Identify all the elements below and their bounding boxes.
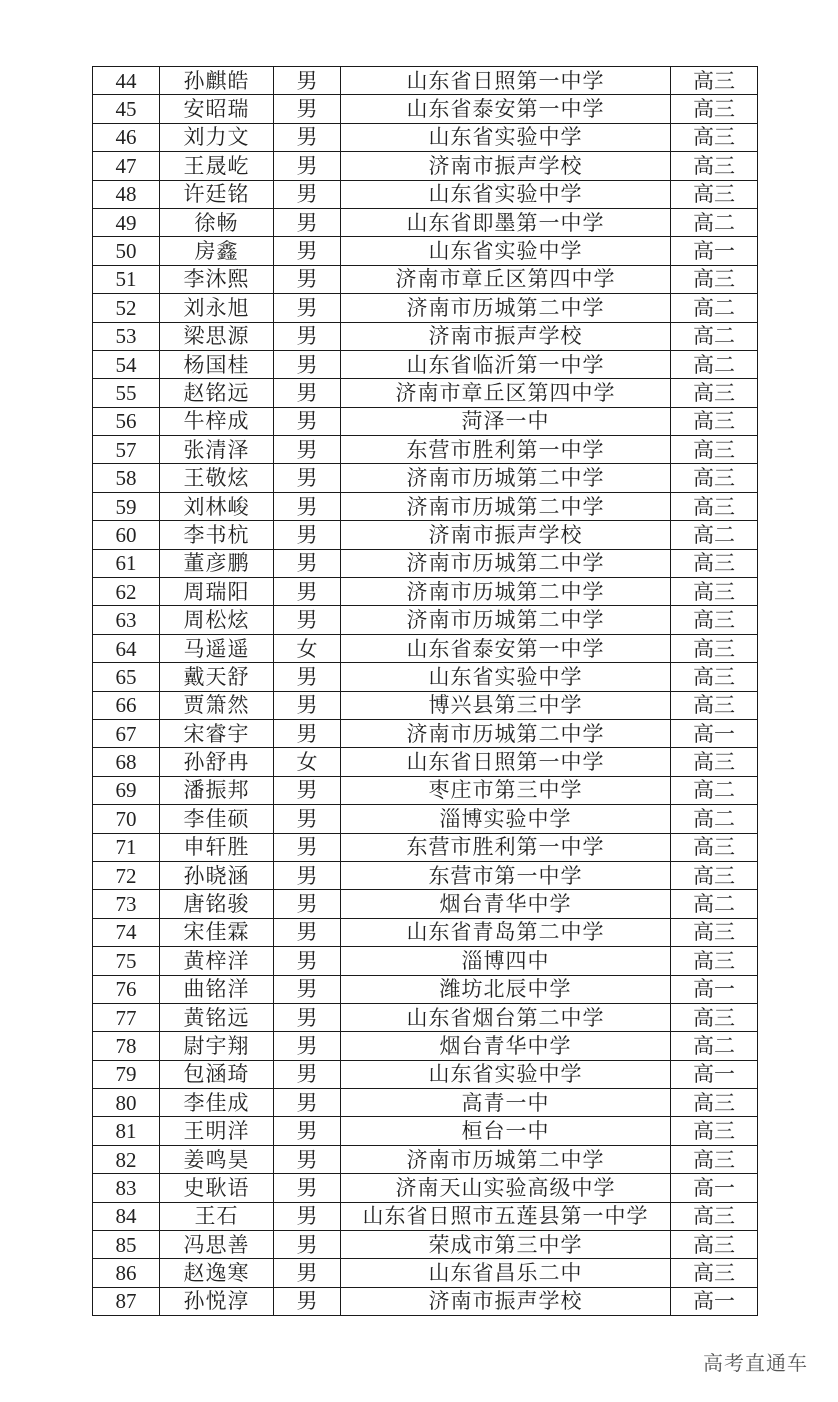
student-name: 曲铭洋 — [160, 975, 274, 1003]
table-row — [93, 1259, 758, 1287]
grade-level: 高三 — [671, 691, 758, 719]
school-name: 淄博四中 — [341, 947, 671, 975]
grade-level: 高三 — [671, 492, 758, 520]
student-gender: 男 — [274, 436, 341, 464]
grade-level: 高二 — [671, 521, 758, 549]
school-name: 桓台一中 — [341, 1117, 671, 1145]
student-gender: 男 — [274, 833, 341, 861]
grade-level: 高三 — [671, 407, 758, 435]
student-gender: 男 — [274, 947, 341, 975]
table-row — [93, 719, 758, 747]
student-gender: 男 — [274, 1117, 341, 1145]
school-name: 山东省实验中学 — [341, 663, 671, 691]
grade-level: 高三 — [671, 578, 758, 606]
student-gender: 男 — [274, 95, 341, 123]
table-row — [93, 833, 758, 861]
student-name: 杨国桂 — [160, 350, 274, 378]
student-gender: 男 — [274, 237, 341, 265]
student-name: 周松炫 — [160, 606, 274, 634]
student-name: 赵铭远 — [160, 379, 274, 407]
student-gender: 男 — [274, 549, 341, 577]
student-list-table — [92, 66, 758, 1316]
grade-level: 高三 — [671, 634, 758, 662]
grade-level: 高二 — [671, 350, 758, 378]
row-number: 60 — [93, 521, 160, 549]
student-gender: 男 — [274, 67, 341, 95]
grade-level: 高三 — [671, 1117, 758, 1145]
row-number: 74 — [93, 918, 160, 946]
student-name: 贾箫然 — [160, 691, 274, 719]
row-number: 68 — [93, 748, 160, 776]
table-row — [93, 1060, 758, 1088]
school-name: 济南市章丘区第四中学 — [341, 379, 671, 407]
grade-level: 高三 — [671, 1145, 758, 1173]
student-name: 王明洋 — [160, 1117, 274, 1145]
watermark-text: 高考直通车 — [703, 1351, 808, 1375]
student-name: 赵逸寒 — [160, 1259, 274, 1287]
school-name: 济南市历城第二中学 — [341, 578, 671, 606]
table-row — [93, 606, 758, 634]
student-gender: 男 — [274, 776, 341, 804]
student-name: 李佳硕 — [160, 805, 274, 833]
student-gender: 男 — [274, 265, 341, 293]
school-name: 高青一中 — [341, 1089, 671, 1117]
row-number: 70 — [93, 805, 160, 833]
row-number: 46 — [93, 123, 160, 151]
grade-level: 高三 — [671, 379, 758, 407]
row-number: 76 — [93, 975, 160, 1003]
row-number: 79 — [93, 1060, 160, 1088]
row-number: 61 — [93, 549, 160, 577]
grade-level: 高三 — [671, 265, 758, 293]
student-gender: 男 — [274, 1145, 341, 1173]
row-number: 87 — [93, 1287, 160, 1315]
student-name: 史耿语 — [160, 1174, 274, 1202]
grade-level: 高三 — [671, 833, 758, 861]
school-name: 济南市历城第二中学 — [341, 1145, 671, 1173]
grade-level: 高三 — [671, 1231, 758, 1259]
grade-level: 高二 — [671, 1032, 758, 1060]
grade-level: 高一 — [671, 719, 758, 747]
grade-level: 高三 — [671, 95, 758, 123]
table-row — [93, 663, 758, 691]
grade-level: 高三 — [671, 861, 758, 889]
grade-level: 高一 — [671, 1174, 758, 1202]
school-name: 东营市胜利第一中学 — [341, 436, 671, 464]
school-name: 博兴县第三中学 — [341, 691, 671, 719]
row-number: 58 — [93, 464, 160, 492]
table-row — [93, 861, 758, 889]
grade-level: 高三 — [671, 918, 758, 946]
school-name: 山东省日照市五莲县第一中学 — [341, 1202, 671, 1230]
grade-level: 高一 — [671, 1060, 758, 1088]
row-number: 65 — [93, 663, 160, 691]
school-name: 山东省昌乐二中 — [341, 1259, 671, 1287]
student-name: 包涵琦 — [160, 1060, 274, 1088]
school-name: 烟台青华中学 — [341, 890, 671, 918]
table-row — [93, 521, 758, 549]
student-name: 姜鸣昊 — [160, 1145, 274, 1173]
student-gender: 男 — [274, 1089, 341, 1117]
student-gender: 男 — [274, 1003, 341, 1031]
row-number: 77 — [93, 1003, 160, 1031]
table-row — [93, 776, 758, 804]
row-number: 48 — [93, 180, 160, 208]
student-gender: 男 — [274, 180, 341, 208]
student-gender: 男 — [274, 521, 341, 549]
student-name: 申轩胜 — [160, 833, 274, 861]
table-row — [93, 634, 758, 662]
student-name: 潘振邦 — [160, 776, 274, 804]
grade-level: 高三 — [671, 152, 758, 180]
school-name: 山东省日照第一中学 — [341, 748, 671, 776]
table-row — [93, 549, 758, 577]
row-number: 73 — [93, 890, 160, 918]
grade-level: 高三 — [671, 1202, 758, 1230]
school-name: 济南市振声学校 — [341, 1287, 671, 1315]
table-row — [93, 1174, 758, 1202]
grade-level: 高一 — [671, 1287, 758, 1315]
table-body — [93, 67, 758, 1316]
table-row — [93, 1032, 758, 1060]
school-name: 山东省即墨第一中学 — [341, 208, 671, 236]
grade-level: 高二 — [671, 776, 758, 804]
school-name: 东营市胜利第一中学 — [341, 833, 671, 861]
table-row — [93, 805, 758, 833]
student-name: 王敬炫 — [160, 464, 274, 492]
student-gender: 女 — [274, 634, 341, 662]
table-row — [93, 464, 758, 492]
row-number: 83 — [93, 1174, 160, 1202]
student-gender: 男 — [274, 918, 341, 946]
school-name: 山东省日照第一中学 — [341, 67, 671, 95]
grade-level: 高三 — [671, 947, 758, 975]
student-gender: 男 — [274, 691, 341, 719]
school-name: 菏泽一中 — [341, 407, 671, 435]
school-name: 山东省青岛第二中学 — [341, 918, 671, 946]
table-row — [93, 691, 758, 719]
school-name: 济南市历城第二中学 — [341, 549, 671, 577]
student-name: 刘永旭 — [160, 294, 274, 322]
grade-level: 高三 — [671, 549, 758, 577]
student-name: 许廷铭 — [160, 180, 274, 208]
student-name: 李书杭 — [160, 521, 274, 549]
row-number: 51 — [93, 265, 160, 293]
student-gender: 男 — [274, 975, 341, 1003]
school-name: 济南市历城第二中学 — [341, 606, 671, 634]
student-gender: 男 — [274, 890, 341, 918]
row-number: 47 — [93, 152, 160, 180]
table-row — [93, 265, 758, 293]
grade-level: 高三 — [671, 436, 758, 464]
student-gender: 男 — [274, 1032, 341, 1060]
student-name: 牛梓成 — [160, 407, 274, 435]
school-name: 山东省临沂第一中学 — [341, 350, 671, 378]
row-number: 55 — [93, 379, 160, 407]
student-name: 马遥遥 — [160, 634, 274, 662]
student-name: 周瑞阳 — [160, 578, 274, 606]
grade-level: 高三 — [671, 123, 758, 151]
student-gender: 男 — [274, 1174, 341, 1202]
grade-level: 高三 — [671, 748, 758, 776]
grade-level: 高一 — [671, 237, 758, 265]
grade-level: 高三 — [671, 1003, 758, 1031]
row-number: 75 — [93, 947, 160, 975]
row-number: 45 — [93, 95, 160, 123]
school-name: 济南市历城第二中学 — [341, 464, 671, 492]
table-row — [93, 578, 758, 606]
row-number: 80 — [93, 1089, 160, 1117]
school-name: 济南市振声学校 — [341, 152, 671, 180]
student-gender: 男 — [274, 861, 341, 889]
school-name: 烟台青华中学 — [341, 1032, 671, 1060]
row-number: 66 — [93, 691, 160, 719]
row-number: 57 — [93, 436, 160, 464]
student-name: 黄梓洋 — [160, 947, 274, 975]
school-name: 济南天山实验高级中学 — [341, 1174, 671, 1202]
school-name: 淄博实验中学 — [341, 805, 671, 833]
row-number: 44 — [93, 67, 160, 95]
row-number: 69 — [93, 776, 160, 804]
student-gender: 男 — [274, 464, 341, 492]
student-gender: 男 — [274, 123, 341, 151]
student-name: 孙悦淳 — [160, 1287, 274, 1315]
row-number: 78 — [93, 1032, 160, 1060]
student-name: 王石 — [160, 1202, 274, 1230]
student-gender: 男 — [274, 606, 341, 634]
row-number: 85 — [93, 1231, 160, 1259]
school-name: 山东省实验中学 — [341, 237, 671, 265]
grade-level: 高三 — [671, 180, 758, 208]
row-number: 62 — [93, 578, 160, 606]
row-number: 63 — [93, 606, 160, 634]
student-gender: 男 — [274, 407, 341, 435]
student-gender: 男 — [274, 1231, 341, 1259]
table-row — [93, 1117, 758, 1145]
grade-level: 高三 — [671, 1259, 758, 1287]
grade-level: 高二 — [671, 890, 758, 918]
student-name: 孙舒冉 — [160, 748, 274, 776]
student-gender: 男 — [274, 350, 341, 378]
student-name: 李佳成 — [160, 1089, 274, 1117]
student-gender: 男 — [274, 1202, 341, 1230]
grade-level: 高二 — [671, 208, 758, 236]
grade-level: 高二 — [671, 294, 758, 322]
student-gender: 男 — [274, 322, 341, 350]
student-name: 刘林峻 — [160, 492, 274, 520]
school-name: 荣成市第三中学 — [341, 1231, 671, 1259]
student-name: 李沐熙 — [160, 265, 274, 293]
row-number: 81 — [93, 1117, 160, 1145]
student-name: 孙晓涵 — [160, 861, 274, 889]
row-number: 54 — [93, 350, 160, 378]
school-name: 山东省实验中学 — [341, 123, 671, 151]
table-row — [93, 180, 758, 208]
student-name: 孙麒皓 — [160, 67, 274, 95]
table-row — [93, 1003, 758, 1031]
table-row — [93, 1202, 758, 1230]
student-name: 房鑫 — [160, 237, 274, 265]
student-gender: 男 — [274, 719, 341, 747]
student-gender: 男 — [274, 379, 341, 407]
row-number: 59 — [93, 492, 160, 520]
table-row — [93, 890, 758, 918]
student-gender: 男 — [274, 1287, 341, 1315]
student-name: 张清泽 — [160, 436, 274, 464]
student-gender: 女 — [274, 748, 341, 776]
table-row — [93, 947, 758, 975]
school-name: 山东省泰安第一中学 — [341, 634, 671, 662]
table-row — [93, 492, 758, 520]
student-gender: 男 — [274, 208, 341, 236]
row-number: 49 — [93, 208, 160, 236]
row-number: 84 — [93, 1202, 160, 1230]
school-name: 济南市振声学校 — [341, 521, 671, 549]
table-row — [93, 322, 758, 350]
grade-level: 高三 — [671, 1089, 758, 1117]
grade-level: 高三 — [671, 663, 758, 691]
school-name: 山东省实验中学 — [341, 1060, 671, 1088]
school-name: 山东省泰安第一中学 — [341, 95, 671, 123]
table-row — [93, 436, 758, 464]
row-number: 52 — [93, 294, 160, 322]
table-row — [93, 379, 758, 407]
school-name: 枣庄市第三中学 — [341, 776, 671, 804]
school-name: 济南市历城第二中学 — [341, 719, 671, 747]
table-row — [93, 95, 758, 123]
grade-level: 高二 — [671, 322, 758, 350]
row-number: 56 — [93, 407, 160, 435]
row-number: 86 — [93, 1259, 160, 1287]
grade-level: 高三 — [671, 606, 758, 634]
student-name: 宋睿宇 — [160, 719, 274, 747]
student-gender: 男 — [274, 294, 341, 322]
table-row — [93, 1145, 758, 1173]
school-name: 东营市第一中学 — [341, 861, 671, 889]
table-row — [93, 1231, 758, 1259]
student-name: 戴天舒 — [160, 663, 274, 691]
row-number: 82 — [93, 1145, 160, 1173]
student-gender: 男 — [274, 578, 341, 606]
table-row — [93, 237, 758, 265]
student-name: 安昭瑞 — [160, 95, 274, 123]
row-number: 71 — [93, 833, 160, 861]
student-gender: 男 — [274, 1259, 341, 1287]
student-name: 徐畅 — [160, 208, 274, 236]
student-gender: 男 — [274, 152, 341, 180]
school-name: 潍坊北辰中学 — [341, 975, 671, 1003]
grade-level: 高三 — [671, 67, 758, 95]
student-name: 刘力文 — [160, 123, 274, 151]
table-row — [93, 67, 758, 95]
row-number: 67 — [93, 719, 160, 747]
row-number: 72 — [93, 861, 160, 889]
student-name: 梁思源 — [160, 322, 274, 350]
school-name: 山东省实验中学 — [341, 180, 671, 208]
table-row — [93, 748, 758, 776]
student-name: 冯思善 — [160, 1231, 274, 1259]
student-name: 董彦鹏 — [160, 549, 274, 577]
table-row — [93, 1089, 758, 1117]
grade-level: 高一 — [671, 975, 758, 1003]
row-number: 53 — [93, 322, 160, 350]
school-name: 济南市章丘区第四中学 — [341, 265, 671, 293]
student-name: 宋佳霖 — [160, 918, 274, 946]
student-gender: 男 — [274, 663, 341, 691]
school-name: 山东省烟台第二中学 — [341, 1003, 671, 1031]
student-gender: 男 — [274, 1060, 341, 1088]
table-row — [93, 407, 758, 435]
student-name: 唐铭骏 — [160, 890, 274, 918]
table-row — [93, 208, 758, 236]
student-name: 黄铭远 — [160, 1003, 274, 1031]
school-name: 济南市振声学校 — [341, 322, 671, 350]
table-row — [93, 975, 758, 1003]
table-row — [93, 918, 758, 946]
table-row — [93, 294, 758, 322]
table-row — [93, 350, 758, 378]
table-row — [93, 152, 758, 180]
student-name: 王晟屹 — [160, 152, 274, 180]
grade-level: 高三 — [671, 464, 758, 492]
student-gender: 男 — [274, 492, 341, 520]
table-row — [93, 1287, 758, 1315]
grade-level: 高二 — [671, 805, 758, 833]
school-name: 济南市历城第二中学 — [341, 492, 671, 520]
student-name: 尉宇翔 — [160, 1032, 274, 1060]
row-number: 50 — [93, 237, 160, 265]
row-number: 64 — [93, 634, 160, 662]
student-gender: 男 — [274, 805, 341, 833]
table-row — [93, 123, 758, 151]
school-name: 济南市历城第二中学 — [341, 294, 671, 322]
